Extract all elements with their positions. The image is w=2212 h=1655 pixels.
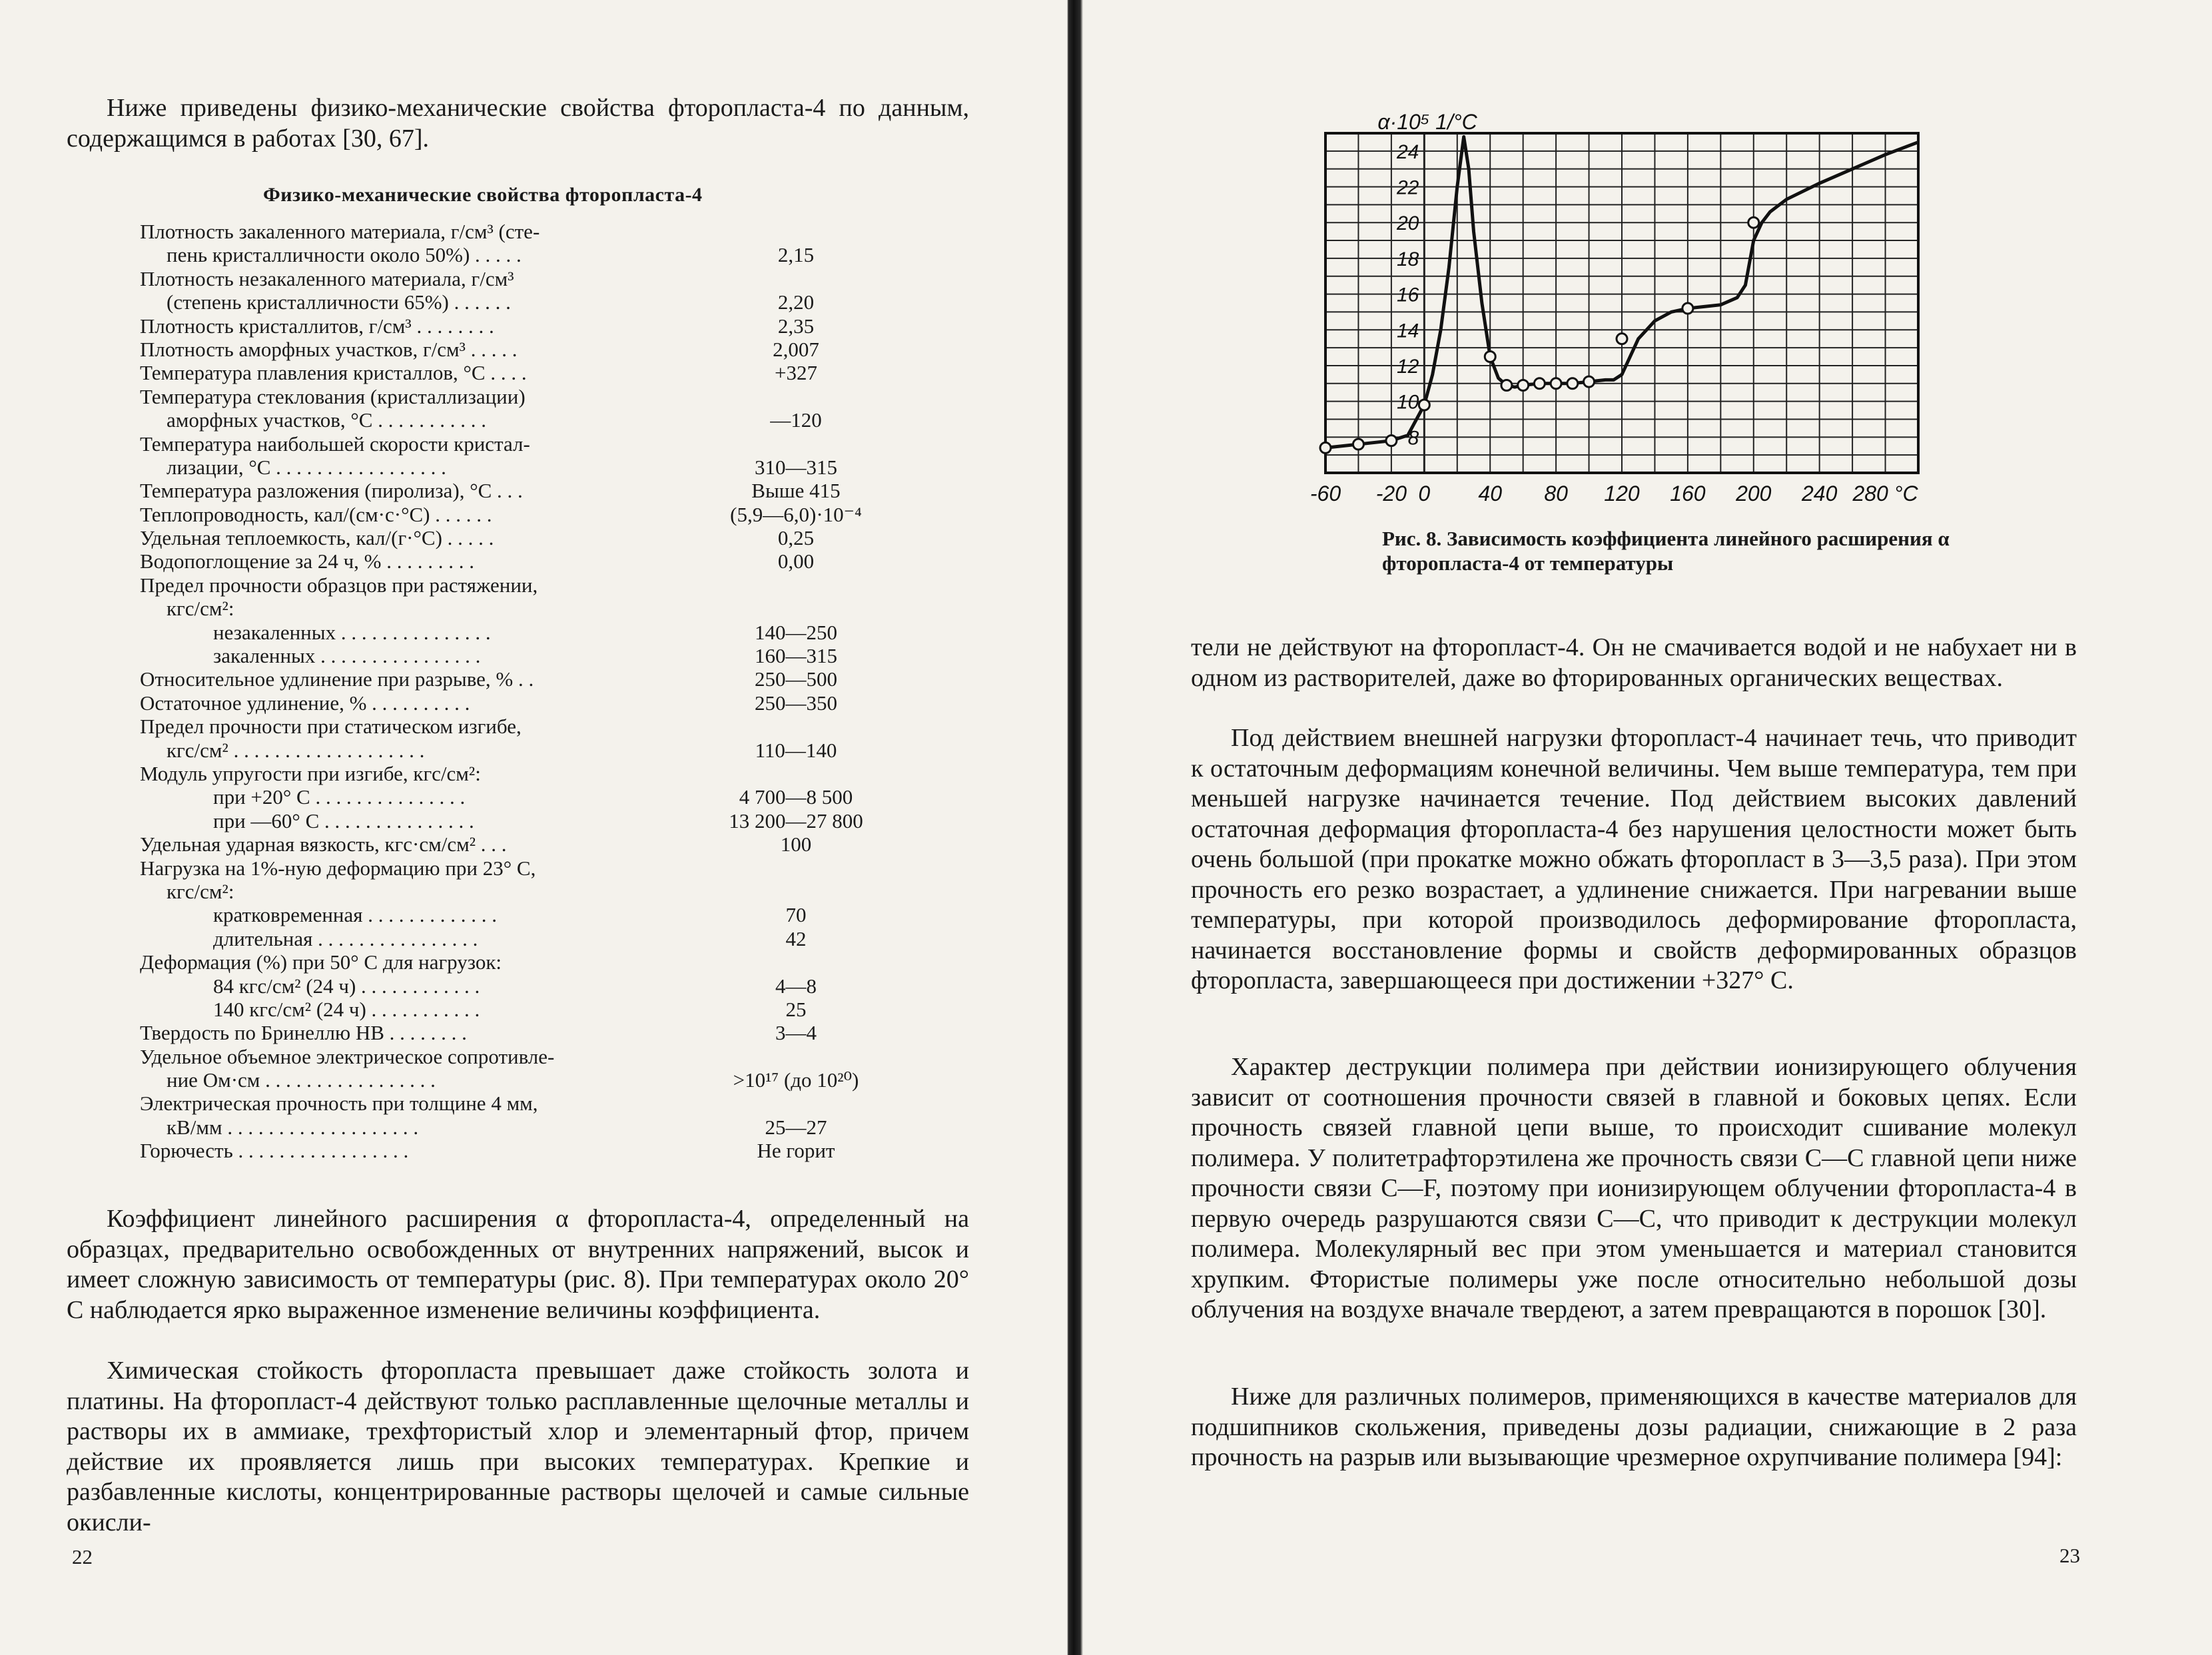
property-label: Плотность закаленного материала, г/см³ (сте- xyxy=(140,220,540,243)
right-paragraph-1: тели не действуют на фторопласт-4. Он не смачивается водой и не набухает ни в одном из растворителей, даже во фторированных органических веществах. xyxy=(1191,633,2077,692)
x-tick-label: 200 xyxy=(1736,482,1772,505)
page-number-right: 23 xyxy=(2059,1544,2080,1567)
property-label: при —60° С . . . . . . . . . . . . . . . xyxy=(213,809,474,832)
property-row xyxy=(140,338,906,361)
property-row xyxy=(140,526,906,549)
property-label: Остаточное удлинение, % . . . . . . . . . . xyxy=(140,691,470,715)
y-tick-label: 22 xyxy=(1396,176,1419,199)
x-tick-label: 40 xyxy=(1478,482,1503,505)
y-axis-label: α·10⁵ 1/°С xyxy=(1377,113,1477,134)
property-row xyxy=(140,927,906,950)
property-value: Не горит xyxy=(757,1139,835,1163)
property-row xyxy=(140,503,906,526)
x-tick-label: 120 xyxy=(1604,482,1640,505)
property-row xyxy=(140,290,906,314)
property-row xyxy=(140,715,906,738)
left-page xyxy=(0,0,1059,1655)
data-point-marker xyxy=(1682,303,1693,314)
property-value: 110—140 xyxy=(755,738,837,762)
data-point-marker xyxy=(1584,376,1595,387)
page-number-left: 22 xyxy=(72,1545,93,1568)
property-value: 25 xyxy=(785,997,807,1021)
property-label: Температура наибольшей скорости кристал- xyxy=(140,432,530,456)
property-value: +327 xyxy=(775,361,817,385)
property-row xyxy=(140,644,906,667)
data-point-marker xyxy=(1567,378,1578,389)
property-row xyxy=(140,762,906,785)
property-label: кгс/см² . . . . . . . . . . . . . . . . . . . xyxy=(167,738,425,762)
right-paragraph-2: Под действием внешней нагрузки фторопласт-4 начинает течь, что приводит к остаточным деформациям конечной величины. Чем выше температура, тем при меньшей нагрузке начинается течение. Под действием высоких давлений остаточная деформация фторопласта-4 без нарушения целостности может быть очень большой (при прокатке можно обжать фторопласт в 3—3,5 раза). При этом прочность его резко возрастает, а удлинение снижается. При нагревании выше температуры, при которой производилось деформирование фторопласта, начинается восстановление формы и свойств деформированных образцов фторопласта, завершающееся при достижении +327° С. xyxy=(1191,724,2077,994)
property-value: >10¹⁷ (до 10²⁰) xyxy=(733,1068,859,1092)
property-row xyxy=(140,974,906,998)
property-label: Относительное удлинение при разрыве, % . . xyxy=(140,667,534,691)
y-tick-label: 18 xyxy=(1396,248,1419,270)
property-row xyxy=(140,361,906,384)
property-row xyxy=(140,267,906,290)
property-label: кгс/см²: xyxy=(167,879,234,903)
property-label: Плотность аморфных участков, г/см³ . . . . . xyxy=(140,337,518,361)
data-point-marker xyxy=(1386,436,1397,446)
property-label: Твердость по Бринеллю HB . . . . . . . . xyxy=(140,1021,467,1045)
property-label: закаленных . . . . . . . . . . . . . . . . xyxy=(213,644,481,668)
property-value: (5,9—6,0)·10⁻⁴ xyxy=(730,502,862,526)
figure-caption: Рис. 8. Зависимость коэффициента линейного расширения α фторопласта-4 от температуры xyxy=(1382,527,1950,575)
y-tick-label: 16 xyxy=(1396,284,1419,306)
property-label: незакаленных . . . . . . . . . . . . . . . xyxy=(213,620,491,644)
property-row xyxy=(140,785,906,809)
property-label: Плотность кристаллитов, г/см³ . . . . . . . . xyxy=(140,314,494,338)
coefficient-paragraph: Коэффициент линейного расширения α фторопласта-4, определенный на образцах, предварительно освобожденных от внутренних напряжений, высок и имеет сложную зависимость от температуры (рис. 8). При температурах около 20° С наблюдается ярко выраженное изменение величины коэффициента. xyxy=(67,1205,969,1324)
property-value: 0,00 xyxy=(777,549,815,573)
chemical-paragraph: Химическая стойкость фторопласта превышает даже стойкость золота и платины. На фторопласт-4 действуют только расплавленные щелочные металлы и растворы их в аммиаке, трехфтористый хлор и элементарный фтор, причем действие их проявляется лишь при высоких температурах. Крепкие и разбавленные кислоты, концентрированные растворы щелочей и самые сильные окисли- xyxy=(67,1357,969,1536)
x-tick-label: -60 xyxy=(1309,482,1341,505)
property-row xyxy=(140,432,906,456)
property-label: лизации, °С . . . . . . . . . . . . . . . . . xyxy=(167,455,446,479)
property-row xyxy=(140,549,906,573)
x-tick-label: 0 xyxy=(1418,482,1431,505)
property-value: 160—315 xyxy=(755,644,837,668)
property-value: 2,35 xyxy=(777,314,815,338)
property-row xyxy=(140,243,906,266)
property-value: 2,15 xyxy=(777,243,815,267)
properties-table xyxy=(140,220,906,1163)
data-point-marker xyxy=(1501,380,1512,390)
property-label: длительная . . . . . . . . . . . . . . . . xyxy=(213,926,478,950)
property-row xyxy=(140,739,906,762)
thermal-expansion-chart xyxy=(1292,113,1978,526)
property-label: Температура стеклования (кристаллизации) xyxy=(140,384,526,408)
property-row xyxy=(140,1139,906,1162)
x-tick-label: -20 xyxy=(1375,482,1407,505)
property-row xyxy=(140,832,906,856)
right-paragraph-4: Ниже для различных полимеров, применяющихся в качестве материалов для подшипников скольжения, приведены дозы радиации, снижающие в 2 раза прочность на разрыв или вызывающие чрезмерное охрупчивание полимера [94]: xyxy=(1191,1383,2077,1471)
property-label: кВ/мм . . . . . . . . . . . . . . . . . . . xyxy=(167,1115,419,1139)
property-value: 310—315 xyxy=(755,455,837,479)
property-label: (степень кристалличности 65%) . . . . . . xyxy=(167,290,511,314)
table-title: Физико-механические свойства фторопласта-4 xyxy=(263,184,703,206)
property-value: 13 200—27 800 xyxy=(729,809,863,832)
property-value: 42 xyxy=(785,926,807,950)
property-value: 100 xyxy=(780,832,812,856)
property-label: 140 кгс/см² (24 ч) . . . . . . . . . . . xyxy=(213,997,480,1021)
property-label: ние Ом·см . . . . . . . . . . . . . . . . . xyxy=(167,1068,436,1092)
property-label: Температура плавления кристаллов, °С . . . . xyxy=(140,361,527,385)
data-point-marker xyxy=(1617,334,1627,344)
property-row xyxy=(140,1092,906,1115)
property-value: 250—350 xyxy=(755,691,837,715)
y-tick-label: 14 xyxy=(1396,320,1419,342)
x-tick-label: 160 xyxy=(1670,482,1706,505)
property-value: Выше 415 xyxy=(751,479,841,503)
property-label: Нагрузка на 1%-ную деформацию при 23° С, xyxy=(140,856,536,880)
property-label: Удельная ударная вязкость, кгс·см/см² . . . xyxy=(140,832,507,856)
property-label: Удельное объемное электрическое сопротивле- xyxy=(140,1044,555,1068)
property-label: Теплопроводность, кал/(см·с·°С) . . . . . . xyxy=(140,502,492,526)
property-label: кгс/см²: xyxy=(167,597,234,621)
property-label: аморфных участков, °С . . . . . . . . . . . xyxy=(167,408,486,432)
property-value: 3—4 xyxy=(775,1021,817,1045)
property-value: 4—8 xyxy=(775,974,817,998)
property-value: 140—250 xyxy=(755,620,837,644)
property-value: —120 xyxy=(770,408,822,432)
data-point-marker xyxy=(1748,217,1759,228)
property-label: Удельная теплоемкость, кал/(г·°С) . . . . . xyxy=(140,526,494,550)
property-label: 84 кгс/см² (24 ч) . . . . . . . . . . . . xyxy=(213,974,480,998)
y-tick-label: 8 xyxy=(1407,427,1419,450)
property-label: пень кристалличности около 50%) . . . . . xyxy=(167,243,522,267)
property-label: Электрическая прочность при толщине 4 мм, xyxy=(140,1092,538,1116)
x-tick-label: 80 xyxy=(1544,482,1568,505)
property-row xyxy=(140,573,906,597)
data-point-marker xyxy=(1419,400,1429,410)
property-label: кратковременная . . . . . . . . . . . . . xyxy=(213,903,498,927)
property-label: Плотность незакаленного материала, г/см³ xyxy=(140,266,514,290)
property-label: при +20° С . . . . . . . . . . . . . . . xyxy=(213,785,466,809)
right-paragraph-3: Характер деструкции полимера при действии ионизирующего облучения зависит от соотношения прочности связей в главной и боковых цепях. Если прочность связей главной цепи выше, то происходит сшивание молекул полимера. У политетрафторэтилена же прочность связи С—С главной цепи ниже прочности связи С—F, поэтому при ионизирующем облучении фторопласта-4 в первую очередь разрушаются связи С—С, что приводит к деструкции молекул полимера. Молекулярный вес при этом уменьшается и материал становится хрупким. Фтористые полимеры уже после относительно небольшой дозы облучения на воздухе вначале твердеют, а затем превращаются в порошок [30]. xyxy=(1191,1053,2077,1323)
property-row xyxy=(140,597,906,620)
property-value: 70 xyxy=(785,903,807,927)
property-row xyxy=(140,998,906,1021)
y-tick-label: 24 xyxy=(1396,141,1419,163)
property-label: Температура разложения (пиролиза), °С . . . xyxy=(140,479,523,503)
book-spine xyxy=(1059,0,1092,1655)
property-row xyxy=(140,1045,906,1068)
data-point-marker xyxy=(1534,378,1545,389)
property-value: 250—500 xyxy=(755,667,837,691)
intro-paragraph: Ниже приведены физико-механические свойства фторопласта-4 по данным, содержащимся в работах [30, 67]. xyxy=(67,94,969,153)
property-row xyxy=(140,691,906,715)
property-label: Деформация (%) при 50° С для нагрузок: xyxy=(140,950,502,974)
y-tick-label: 20 xyxy=(1396,212,1419,235)
property-row xyxy=(140,220,906,243)
property-row xyxy=(140,456,906,479)
x-tick-label: 240 xyxy=(1801,482,1838,505)
property-row xyxy=(140,479,906,502)
property-value: 4 700—8 500 xyxy=(739,785,853,809)
property-row xyxy=(140,314,906,338)
property-row xyxy=(140,1021,906,1044)
property-label: Горючесть . . . . . . . . . . . . . . . . . xyxy=(140,1139,409,1163)
property-row xyxy=(140,667,906,691)
data-point-marker xyxy=(1551,378,1561,389)
data-point-marker xyxy=(1518,380,1529,390)
property-row xyxy=(140,1116,906,1139)
property-row xyxy=(140,621,906,644)
property-row xyxy=(140,385,906,408)
property-value: 0,25 xyxy=(777,526,815,550)
property-label: Предел прочности при статическом изгибе, xyxy=(140,715,522,739)
x-tick-label: 280 °С xyxy=(1852,482,1918,505)
data-point-marker xyxy=(1485,352,1495,362)
property-label: Предел прочности образцов при растяжении, xyxy=(140,573,538,597)
property-row xyxy=(140,809,906,832)
data-point-marker xyxy=(1353,439,1363,450)
property-row xyxy=(140,880,906,903)
property-value: 25—27 xyxy=(765,1115,827,1139)
property-label: Модуль упругости при изгибе, кгс/см²: xyxy=(140,761,481,785)
property-row xyxy=(140,1068,906,1092)
property-row xyxy=(140,856,906,880)
property-row xyxy=(140,950,906,974)
y-tick-label: 10 xyxy=(1396,391,1419,414)
property-label: Водопоглощение за 24 ч, % . . . . . . . . . xyxy=(140,549,474,573)
y-tick-label: 12 xyxy=(1396,355,1419,378)
property-value: 2,20 xyxy=(777,290,815,314)
data-point-marker xyxy=(1320,442,1331,453)
property-row xyxy=(140,903,906,926)
property-value: 2,007 xyxy=(773,337,819,361)
property-row xyxy=(140,408,906,432)
